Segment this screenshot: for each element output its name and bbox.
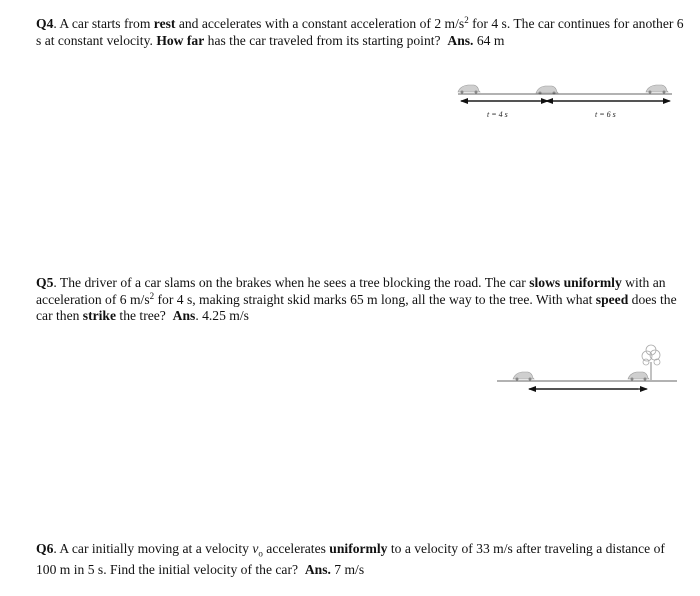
q4-number: Q4 (36, 16, 54, 31)
q4-text-4: has the car traveled from its starting point? (204, 32, 441, 48)
q5-number: Q5 (36, 275, 54, 290)
q5-answer-label: Ans (172, 308, 196, 323)
q6-text-2: accelerates (262, 541, 330, 556)
q4-text-1: . A car starts from (53, 16, 154, 31)
q6-v0-subscript: o (258, 548, 263, 559)
q4-label-t1: t = 4 s (487, 110, 508, 119)
q5-text-5: the tree? (116, 308, 166, 323)
q6-text-1: . A car initially moving at a velocity (53, 541, 253, 556)
q6-answer-label: Ans. (304, 562, 331, 578)
q6-answer-value: 7 m/s (330, 562, 365, 578)
question-6 (36, 541, 684, 579)
q5-text-3: for 4 s, making straight skid marks 65 m long, all the way to the tree. With what (154, 291, 596, 307)
q5-answer-value: . 4.25 m/s (195, 308, 249, 323)
q4-text-3: for 4 s. The car continues for another 6 s at constant velocity. (36, 16, 684, 48)
q5-exponent: 2 (149, 290, 155, 301)
q6-v0: v (252, 541, 259, 556)
q4-text-2: and accelerates with a constant acceleration of 2 m/s (175, 16, 465, 31)
q4-answer-value: 64 m (473, 32, 505, 48)
q5-slows-uniformly: slows uniformly (529, 275, 622, 290)
q5-text-4: does the car then (36, 291, 677, 323)
q4-answer-label: Ans. (447, 32, 474, 48)
q6-uniformly: uniformly (329, 541, 388, 556)
q4-label-t2: t = 6 s (595, 110, 616, 119)
q6-text-3: to a velocity of 33 m/s after traveling a distance of 100 m in 5 s. Find the initial velocity of the car? (36, 541, 665, 578)
q5-text-1: . The driver of a car slams on the brakes when he sees a tree blocking the road. The car (53, 275, 530, 290)
q5-speed: speed (595, 291, 629, 307)
q5-strike: strike (82, 308, 117, 323)
car-icon-at-tree (628, 372, 649, 381)
q4-rest: rest (153, 16, 176, 31)
q4-how-far: How far (156, 32, 205, 48)
car-icon-start (513, 372, 534, 381)
q6-number: Q6 (36, 541, 54, 556)
q5-text-2: with an acceleration of 6 m/s (36, 275, 666, 307)
q4-exponent: 2 (464, 15, 469, 25)
